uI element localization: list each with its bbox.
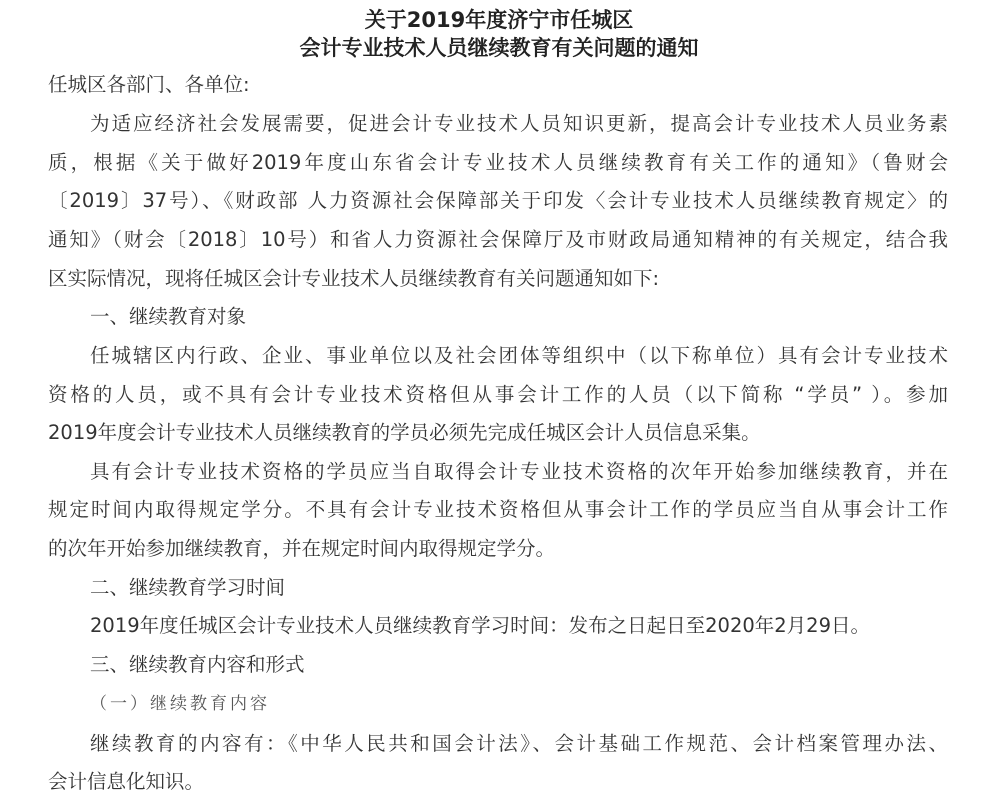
document-title-line-2: 会计专业技术人员继续教育有关问题的通知 — [299, 36, 699, 60]
section-heading-3: 三、继续教育内容和形式 — [90, 653, 305, 676]
intro-paragraph-line: 为适应经济社会发展需要，促进会计专业技术人员知识更新，提高会计专业技术人员业务素 — [90, 112, 948, 135]
section1-paragraph2-line: 具有会计专业技术资格的学员应当自取得会计专业技术资格的次年开始参加继续教育，并在 — [90, 460, 948, 483]
intro-paragraph-line: 〔2019〕37号）、《财政部 人力资源社会保障部关于印发〈会计专业技术人员继续教育规定〉的 — [48, 189, 948, 212]
section1-paragraph1-line: 任城辖区内行政、企业、事业单位以及社会团体等组织中（以下称单位）具有会计专业技术 — [90, 344, 948, 367]
section1-paragraph1-line: 2019年度会计专业技术人员继续教育的学员必须先完成任城区会计人员信息采集。 — [48, 421, 761, 444]
section-heading-2: 二、继续教育学习时间 — [90, 576, 286, 599]
intro-paragraph-line: 质，根据《关于做好2019年度山东省会计专业技术人员继续教育有关工作的通知》（鲁财会 — [48, 151, 948, 174]
intro-paragraph-line: 通知》（财会〔2018〕10号）和省人力资源社会保障厅及市财政局通知精神的有关规定，结合我 — [48, 228, 948, 251]
section3-subheading: （一）继续教育内容 — [90, 694, 270, 714]
intro-paragraph-line: 区实际情况，现将任城区会计专业技术人员继续教育有关问题通知如下: — [48, 267, 660, 290]
salutation: 任城区各部门、各单位: — [48, 73, 250, 96]
section1-paragraph2-line: 规定时间内取得规定学分。不具有会计专业技术资格但从事会计工作的学员应当自从事会计工作 — [48, 498, 948, 521]
section3-paragraph-line: 会计信息化知识。 — [48, 770, 205, 793]
section1-paragraph1-line: 资格的人员，或不具有会计专业技术资格但从事会计工作的人员（以下简称 “学员” ）。参加 — [48, 383, 948, 406]
section1-paragraph2-line: 的次年开始参加继续教育，并在规定时间内取得规定学分。 — [48, 537, 556, 560]
section2-paragraph: 2019年度任城区会计专业技术人员继续教育学习时间：发布之日起日至2020年2月29日。 — [90, 614, 870, 637]
document-title-line-1: 关于2019年度济宁市任城区 — [364, 8, 634, 32]
section-heading-1: 一、继续教育对象 — [90, 305, 247, 328]
section3-paragraph-line: 继续教育的内容有：《中华人民共和国会计法》、会计基础工作规范、会计档案管理办法、 — [90, 732, 948, 755]
